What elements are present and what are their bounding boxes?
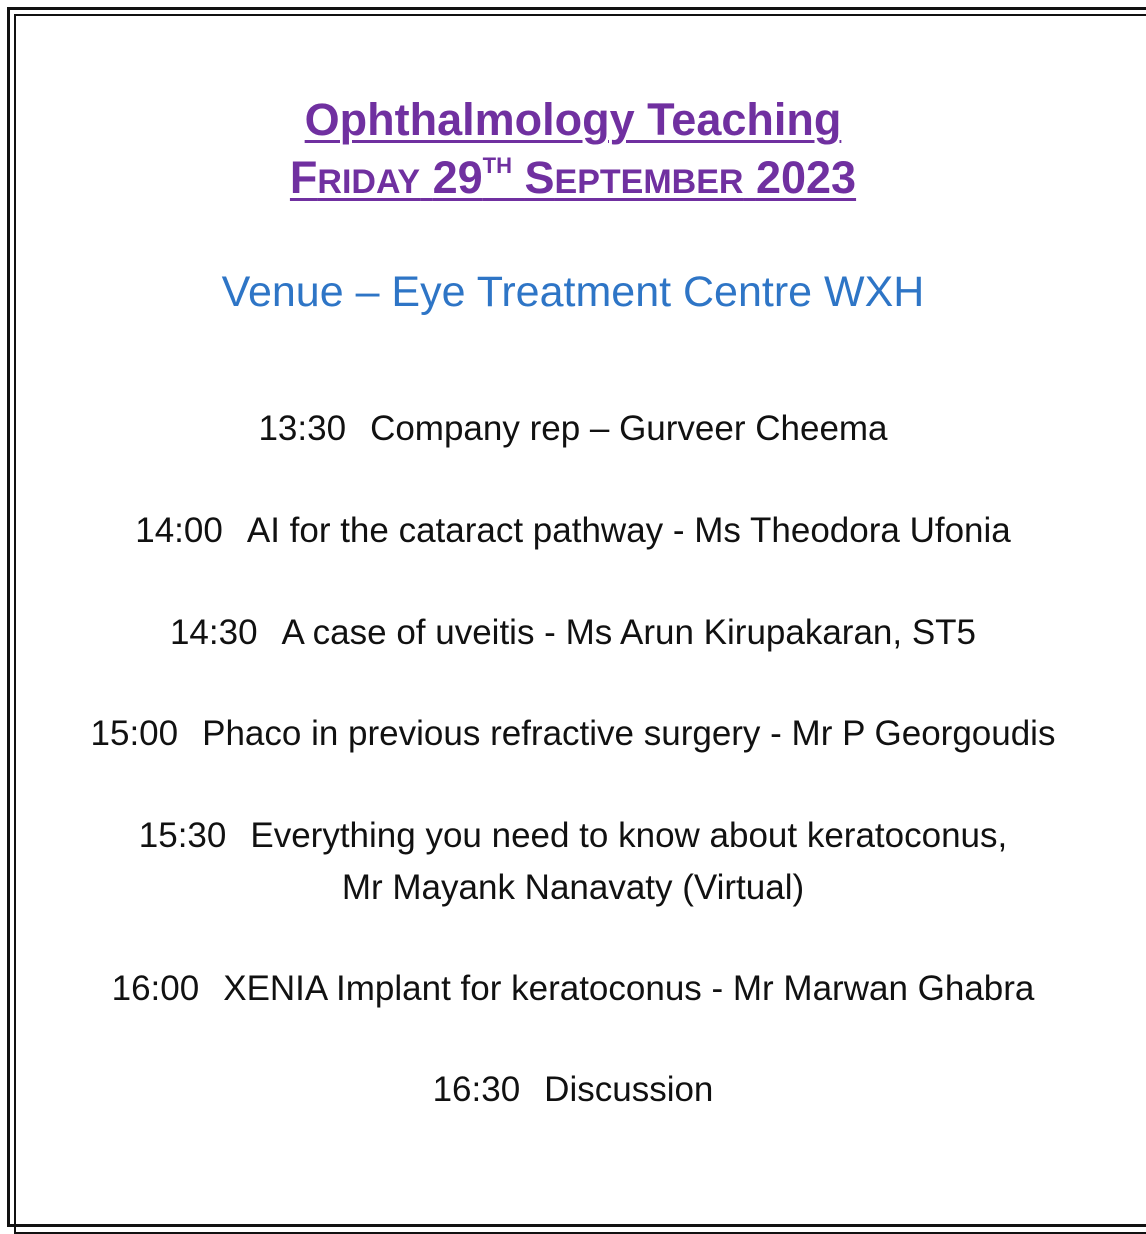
schedule-text: Mr Mayank Nanavaty (Virtual) — [341, 868, 805, 907]
schedule-item — [0, 405, 1146, 453]
schedule-time: 14:00 — [135, 511, 223, 550]
schedule-text: Everything you need to know about keratoconus, — [250, 816, 1008, 855]
schedule-item — [0, 710, 1146, 758]
schedule-text: Discussion — [544, 1070, 714, 1109]
schedule-time: 16:30 — [432, 1070, 521, 1109]
schedule-item — [0, 965, 1146, 1013]
schedule-item — [0, 507, 1146, 555]
schedule-item-continuation — [0, 864, 1146, 912]
schedule-item — [0, 1066, 1146, 1114]
schedule-item — [0, 812, 1146, 860]
schedule-text: Phaco in previous refractive surgery - Mr P Georgoudis — [202, 714, 1056, 753]
schedule-time: 14:30 — [169, 613, 258, 652]
venue-line: Venue – Eye Treatment Centre WXH — [221, 268, 925, 316]
schedule-text: XENIA Implant for keratoconus - Mr Marwan Ghabra — [223, 969, 1035, 1008]
page-title: Ophthalmology Teaching — [304, 94, 842, 145]
schedule-time: 15:00 — [90, 714, 179, 753]
schedule-text: Company rep – Gurveer Cheema — [370, 409, 888, 448]
schedule-text: AI for the cataract pathway - Ms Theodora Ufonia — [246, 511, 1011, 550]
schedule-time: 16:00 — [111, 969, 200, 1008]
schedule-text: A case of uveitis - Ms Arun Kirupakaran, ST5 — [281, 613, 977, 652]
event-date: FRIDAY 29TH SEPTEMBER 2023 — [289, 152, 857, 203]
schedule-time: 15:30 — [138, 816, 227, 855]
schedule-time: 13:30 — [258, 409, 347, 448]
schedule-item — [0, 609, 1146, 657]
